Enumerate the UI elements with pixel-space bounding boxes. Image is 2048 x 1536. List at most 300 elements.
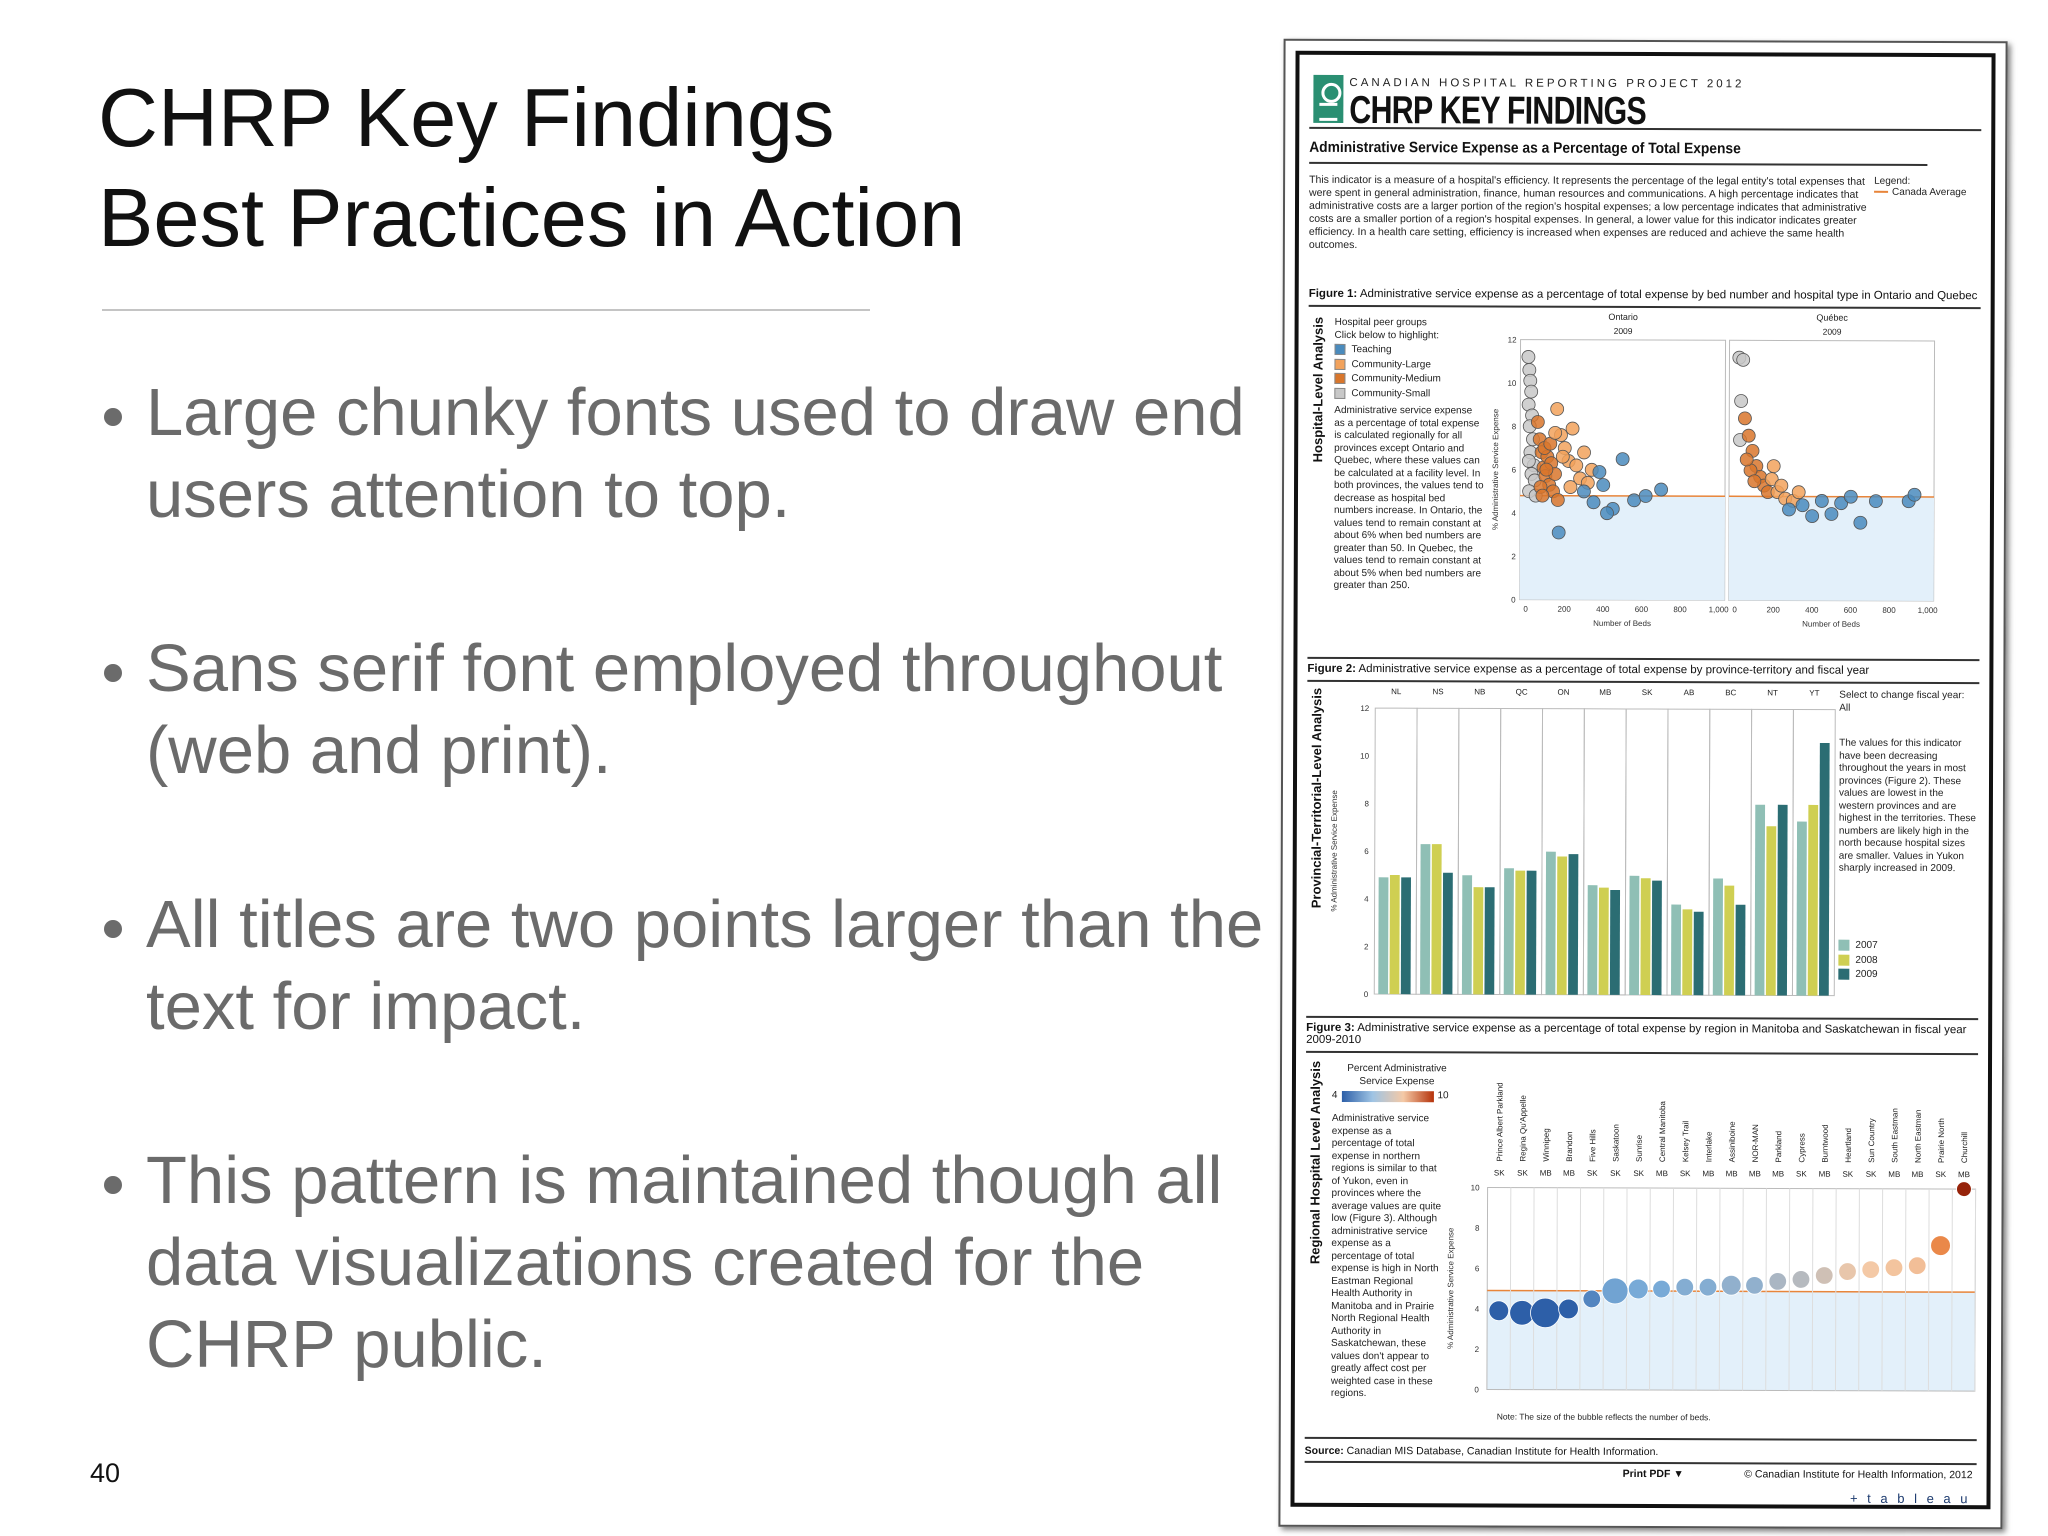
figure-1-svg — [1490, 307, 1981, 639]
figure-1-title: Administrative service expense as a percentage of total expense by bed number and hospital type in Ontario and Quebec — [1359, 288, 1978, 303]
copyright-text: © Canadian Institute for Health Information, 2012 — [1744, 1468, 1973, 1482]
scatter-point — [1551, 403, 1564, 416]
region-bubble — [1559, 1299, 1579, 1319]
category-label: AB — [1683, 688, 1695, 698]
province-label: SK — [1679, 1169, 1691, 1179]
x-tick-label: 400 — [1596, 604, 1610, 614]
y-tick-label: 6 — [1364, 847, 1369, 857]
y-tick-label: 10 — [1507, 378, 1517, 388]
color-scale-title: Percent Administrative Service Expense — [1347, 1062, 1447, 1087]
category-label: MB — [1599, 687, 1612, 697]
region-bubble — [1862, 1261, 1880, 1279]
bar — [1735, 905, 1745, 996]
source-label: Source: — [1304, 1444, 1344, 1457]
scatter-point — [1655, 483, 1668, 496]
province-label: MB — [1772, 1169, 1785, 1179]
bubble-column-divider — [1859, 1189, 1860, 1391]
bar — [1473, 887, 1483, 994]
year-legend-item[interactable] — [1838, 969, 1978, 982]
bar — [1557, 856, 1567, 994]
legend-item-label: Canada Average — [1892, 186, 1967, 199]
page-number: 40 — [90, 1458, 121, 1488]
slide-title-line-1: CHRP Key Findings — [98, 71, 835, 164]
figure-1-plot — [1490, 307, 1981, 639]
bubble-column-divider — [1905, 1189, 1906, 1391]
region-bubble — [1653, 1280, 1671, 1298]
scatter-point — [1564, 481, 1577, 494]
report-screenshot — [1278, 39, 2007, 1530]
x-tick-label: 600 — [1634, 604, 1649, 615]
category-label: QC — [1515, 687, 1528, 697]
fiscal-year-selector-label: Select to change fiscal year: — [1839, 689, 1965, 702]
category-label: ON — [1557, 687, 1570, 697]
category-label: BC — [1725, 688, 1737, 698]
bar — [1431, 844, 1441, 994]
bar — [1629, 876, 1639, 995]
slide-title-line-2: Best Practices in Action — [98, 171, 966, 264]
scatter-point — [1577, 485, 1590, 498]
province-label: SK — [1865, 1169, 1877, 1179]
province-label: SK — [1610, 1168, 1621, 1178]
x-axis-title: Number of Beds — [1593, 618, 1651, 629]
report-legend — [1874, 176, 1966, 198]
scatter-point — [1796, 499, 1809, 512]
y-tick-label: 6 — [1474, 1264, 1480, 1274]
peer-group-item[interactable] — [1334, 373, 1504, 386]
figure-1-side-label: Hospital-Level Analysis — [1310, 316, 1326, 463]
region-bubble — [1676, 1278, 1694, 1296]
bar — [1484, 887, 1494, 994]
region-bubble — [1721, 1275, 1741, 1295]
bar — [1420, 844, 1430, 994]
category-label: SK — [1641, 687, 1653, 698]
y-tick-label: 0 — [1363, 990, 1369, 1000]
scatter-point — [1737, 353, 1750, 366]
year-legend-item[interactable] — [1838, 954, 1978, 967]
region-bubble — [1885, 1259, 1903, 1277]
figure-2-note: The values for this indicator have been decreasing throughout the years in most provinces (Figure 2). These values are lowest in the western provinces and are highest in the territories. These numbers are likely high in the north because hospital sizes are smaller. Values in Yukon sharply increased in 2009. — [1838, 737, 1977, 875]
bar — [1462, 875, 1472, 994]
bullet-text: This pattern is maintained though all data visualizations created for the CHRP public. — [146, 1143, 1223, 1382]
bullet-text: All titles are two points larger than the text for impact. — [146, 887, 1264, 1044]
x-tick-label: 600 — [1843, 605, 1858, 615]
bullet-item — [98, 884, 1264, 1048]
bullet-item — [98, 372, 1245, 536]
figure-3-label: Figure 3: — [1306, 1021, 1355, 1034]
figure-3-side-label: Regional Hospital Level Analysis — [1307, 1060, 1324, 1265]
y-tick-label: 8 — [1364, 799, 1369, 809]
region-bubble — [1530, 1298, 1560, 1328]
figure-3-panel — [1305, 1053, 1978, 1441]
bubble-column-divider — [1696, 1188, 1697, 1390]
color-scale-min: 4 — [1331, 1089, 1338, 1101]
bar — [1682, 909, 1692, 995]
source-text: Canadian MIS Database, Canadian Institute for Health Information. — [1346, 1444, 1659, 1459]
province-label: SK — [1796, 1169, 1807, 1179]
year-swatch-icon — [1838, 954, 1849, 965]
legend-item — [1874, 187, 1966, 198]
region-label: Interlake — [1704, 1131, 1714, 1163]
bubble-column-divider — [1789, 1189, 1790, 1391]
report-footer — [1304, 1463, 1976, 1505]
bar — [1568, 854, 1578, 995]
region-label: Saskatoon — [1611, 1124, 1621, 1162]
region-bubble — [1957, 1182, 1972, 1197]
scatter-point — [1742, 429, 1755, 442]
region-label: Central Manitoba — [1657, 1101, 1668, 1163]
y-tick-label: 0 — [1474, 1385, 1479, 1395]
canada-average-line-icon — [1874, 191, 1888, 193]
scatter-point — [1597, 479, 1610, 492]
scatter-point — [1748, 475, 1761, 488]
year-swatch-icon — [1838, 969, 1849, 980]
peer-group-legend — [1334, 317, 1504, 401]
province-label: SK — [1586, 1168, 1598, 1178]
bar — [1504, 868, 1514, 994]
bubble-column-divider — [1766, 1188, 1767, 1390]
peer-group-title: Hospital peer groups — [1334, 316, 1427, 329]
scatter-point — [1806, 510, 1819, 523]
scatter-point — [1639, 489, 1652, 502]
figure-2-plot — [1328, 682, 1839, 1014]
scatter-point — [1740, 453, 1753, 466]
figure-2-panel — [1306, 682, 1979, 1020]
peer-group-list — [1334, 344, 1504, 401]
peer-group-swatch-icon — [1334, 359, 1345, 370]
bubble-column-divider — [1580, 1188, 1581, 1390]
bar — [1652, 881, 1662, 995]
y-tick-label: 6 — [1511, 465, 1517, 475]
figure-2-label: Figure 2: — [1307, 662, 1356, 675]
province-label: SK — [1493, 1168, 1505, 1178]
print-pdf-button[interactable]: Print PDF ▼ — [1622, 1467, 1684, 1481]
province-label: MB — [1702, 1169, 1715, 1179]
province-label: MB — [1562, 1168, 1575, 1178]
scatter-panel-year: 2009 — [1822, 326, 1842, 337]
figure-2-title: Administrative service expense as a percentage of total expense by province-territory and fiscal year — [1358, 663, 1870, 677]
province-label: MB — [1655, 1169, 1668, 1179]
bullet-dot-icon — [104, 664, 122, 682]
peer-group-item[interactable] — [1334, 359, 1504, 372]
year-legend — [1838, 938, 1978, 982]
figure-2-heading — [1307, 659, 1979, 684]
region-label: North Eastman — [1913, 1109, 1923, 1163]
x-tick-label: 1,000 — [1708, 605, 1729, 615]
scatter-panel-year: 2009 — [1613, 325, 1633, 336]
peer-group-item[interactable] — [1334, 388, 1504, 401]
peer-group-label: Community-Small — [1351, 388, 1431, 400]
province-label: MB — [1818, 1169, 1831, 1179]
region-label: Regina Qu'Appelle — [1518, 1095, 1528, 1162]
scatter-point — [1600, 507, 1613, 520]
scatter-point — [1587, 496, 1600, 509]
bar — [1808, 805, 1818, 996]
intro-block — [1309, 164, 1981, 286]
scatter-point — [1792, 486, 1805, 499]
scatter-point — [1825, 507, 1838, 520]
scatter-point — [1844, 490, 1857, 503]
scatter-panel-title: Ontario — [1608, 311, 1638, 322]
bubble-column-divider — [1812, 1189, 1813, 1391]
below-average-shading — [1520, 496, 1725, 601]
y-tick-label: 8 — [1511, 422, 1517, 432]
x-tick-label: 0 — [1523, 604, 1528, 614]
scatter-point — [1616, 453, 1629, 466]
province-label: SK — [1842, 1169, 1854, 1179]
tableau-logo: + t a b l e a u — [1849, 1490, 1971, 1507]
scatter-point — [1551, 494, 1564, 507]
region-bubble — [1839, 1263, 1857, 1281]
region-label: Prince Albert Parkland — [1495, 1082, 1505, 1162]
y-tick-label: 2 — [1363, 942, 1369, 952]
x-tick-label: 1,000 — [1917, 605, 1938, 616]
report-header — [1309, 55, 1981, 134]
region-label: Assiniboine — [1727, 1121, 1737, 1163]
province-label: SK — [1935, 1170, 1947, 1180]
scatter-point — [1536, 489, 1549, 502]
year-label: 2008 — [1855, 954, 1878, 966]
peer-group-item[interactable] — [1334, 344, 1504, 357]
scatter-point — [1566, 422, 1579, 435]
x-tick-label: 800 — [1882, 605, 1896, 615]
bullet-item — [98, 628, 1223, 792]
region-bubble — [1931, 1236, 1951, 1256]
region-label: Five Hills — [1588, 1129, 1598, 1162]
bar — [1587, 885, 1597, 995]
region-bubble — [1792, 1271, 1810, 1289]
province-label: MB — [1725, 1169, 1738, 1179]
scatter-point — [1738, 412, 1751, 425]
bar — [1546, 852, 1556, 995]
color-scale-bar — [1341, 1091, 1433, 1102]
region-label: Parkland — [1774, 1130, 1784, 1163]
scatter-point — [1593, 465, 1606, 478]
bar — [1796, 822, 1806, 996]
bar — [1610, 890, 1620, 995]
region-label: Churchill — [1960, 1131, 1970, 1164]
scatter-point — [1854, 516, 1867, 529]
figure-3-svg — [1445, 1053, 1981, 1439]
scatter-point — [1570, 459, 1583, 472]
color-scale-bar-row — [1332, 1090, 1462, 1103]
bar — [1640, 878, 1650, 995]
province-label: SK — [1517, 1168, 1528, 1178]
x-tick-label: 400 — [1805, 605, 1819, 615]
figure-2-y-axis-title: % Administrative Service Expense — [1329, 790, 1339, 912]
scatter-point — [1869, 495, 1882, 508]
y-tick-label: 12 — [1507, 335, 1517, 345]
y-tick-label: 4 — [1511, 508, 1516, 518]
year-label: 2007 — [1855, 939, 1878, 951]
scatter-point — [1525, 385, 1538, 398]
bar — [1755, 805, 1765, 996]
scatter-point — [1522, 454, 1535, 467]
category-label: NL — [1391, 687, 1402, 697]
province-label: MB — [1958, 1170, 1971, 1180]
bubble-column-divider — [1650, 1188, 1651, 1390]
bar — [1694, 912, 1704, 995]
bubble-column-divider — [1533, 1188, 1534, 1390]
figure-3-heading — [1306, 1018, 1978, 1055]
figure-1-label: Figure 1: — [1308, 287, 1358, 300]
peer-group-label: Teaching — [1351, 344, 1392, 356]
bubble-column-divider — [1510, 1188, 1511, 1390]
region-label: Winnipeg — [1541, 1128, 1551, 1162]
scatter-point — [1767, 460, 1780, 473]
region-bubble — [1583, 1290, 1601, 1308]
x-tick-label: 0 — [1732, 605, 1737, 615]
bullet-item — [98, 1140, 1223, 1386]
province-label: MB — [1888, 1169, 1901, 1179]
peer-group-swatch-icon — [1334, 344, 1345, 355]
province-label: MB — [1539, 1168, 1552, 1178]
report-kicker: CANADIAN HOSPITAL REPORTING PROJECT 2012 — [1349, 76, 1745, 91]
province-label: MB — [1911, 1169, 1924, 1179]
year-legend-item[interactable] — [1838, 940, 1978, 953]
category-label: NB — [1474, 687, 1486, 697]
bubble-column-divider — [1928, 1189, 1929, 1391]
x-axis-title: Number of Beds — [1802, 619, 1860, 629]
bar — [1390, 875, 1400, 994]
bubble-column-divider — [1952, 1189, 1953, 1391]
scatter-point — [1522, 350, 1535, 363]
y-tick-label: 0 — [1511, 595, 1516, 605]
section-heading: Administrative Service Expense as a Percentage of Total Expense — [1309, 139, 1927, 166]
region-bubble — [1628, 1279, 1648, 1299]
bubble-column-divider — [1882, 1189, 1883, 1391]
region-bubble — [1815, 1267, 1833, 1285]
region-label: Prairie North — [1936, 1118, 1946, 1164]
figure-1-panel — [1307, 307, 1980, 661]
peer-group-label: Community-Large — [1351, 358, 1431, 371]
bullet-dot-icon — [104, 1176, 122, 1194]
bubble-column-divider — [1743, 1188, 1744, 1390]
year-swatch-icon — [1838, 940, 1849, 951]
scatter-point — [1578, 446, 1591, 459]
region-bubble — [1602, 1278, 1628, 1304]
figure-3-y-axis-title: % Administrative Service Expense — [1446, 1227, 1456, 1350]
bar — [1401, 877, 1411, 994]
title-divider — [102, 309, 870, 311]
y-tick-label: 8 — [1474, 1223, 1480, 1233]
scatter-point — [1531, 415, 1544, 428]
peer-group-label: Community-Medium — [1351, 373, 1441, 385]
figure-3-title: Administrative service expense as a percentage of total expense by region in Manitoba and Saskatchewan in fiscal year 2009-2010 — [1306, 1022, 1967, 1047]
region-label: NOR-MAN — [1750, 1124, 1761, 1163]
scatter-point — [1556, 450, 1569, 463]
peer-group-swatch-icon — [1334, 388, 1345, 399]
bar — [1766, 826, 1776, 995]
figure-3-plot — [1445, 1053, 1981, 1439]
bubble-column-divider — [1673, 1188, 1674, 1390]
bar — [1378, 877, 1388, 994]
scatter-point — [1775, 479, 1788, 492]
province-label: SK — [1633, 1168, 1645, 1179]
peer-group-swatch-icon — [1334, 373, 1345, 384]
scatter-point — [1815, 494, 1828, 507]
canada-average-line — [1729, 496, 1934, 497]
bullet-text: Sans serif font employed throughout (web and print). — [146, 631, 1223, 788]
x-tick-label: 200 — [1557, 604, 1571, 614]
bubble-size-note: Note: The size of the bubble reflects the number of beds. — [1496, 1411, 1711, 1423]
y-tick-label: 4 — [1474, 1304, 1480, 1314]
color-scale-legend — [1332, 1063, 1462, 1103]
region-label: Sunrise — [1634, 1134, 1644, 1163]
bar — [1671, 905, 1681, 996]
scatter-point — [1628, 494, 1641, 507]
bubble-column-divider — [1975, 1189, 1976, 1391]
bar — [1515, 871, 1525, 995]
scatter-point — [1782, 503, 1795, 516]
y-tick-label: 2 — [1474, 1345, 1480, 1355]
region-bubble — [1746, 1277, 1764, 1295]
bubble-column-divider — [1835, 1189, 1836, 1391]
bubble-column-divider — [1719, 1188, 1720, 1390]
peer-group-hint: Click below to highlight: — [1334, 329, 1440, 341]
figure-2-side-label: Provincial-Territorial-Level Analysis — [1308, 687, 1325, 909]
region-bubble — [1908, 1257, 1926, 1275]
category-label: NT — [1767, 688, 1778, 698]
fiscal-year-selector[interactable] — [1839, 690, 1979, 715]
y-tick-label: 2 — [1511, 552, 1516, 562]
scatter-panel-title: Québec — [1816, 312, 1848, 323]
scatter-point — [1552, 526, 1565, 539]
scatter-point — [1540, 463, 1553, 476]
x-tick-label: 800 — [1673, 605, 1687, 615]
scatter-point — [1549, 426, 1562, 439]
region-bubble — [1769, 1273, 1787, 1291]
region-bubble — [1699, 1278, 1717, 1296]
region-label: Burntwood — [1820, 1124, 1830, 1163]
bullet-text: Large chunky fonts used to draw end users attention to top. — [146, 375, 1245, 532]
region-label: Brandon — [1565, 1131, 1575, 1162]
figure-1-y-axis-title: % Administrative Service Expense — [1490, 408, 1501, 531]
figure-3-note: Administrative service expense as a percentage of total expense in northern regions is similar to that of Yukon, even in provinces where the average values are quite low (Figure 3). Although administrative service expense as a percentage of total expense is high in North Eastman Regional Health Authority in Manitoba and in Prairie North Regional Health Authority in Saskatchewan, these values don't appear to greatly affect cost per weighted case in these regions. — [1330, 1112, 1442, 1400]
region-label: Sun Country — [1867, 1118, 1877, 1163]
scatter-point — [1908, 488, 1921, 501]
region-label: South Eastman — [1890, 1108, 1900, 1163]
bullet-dot-icon — [104, 408, 122, 426]
category-label: NS — [1432, 687, 1444, 697]
scatter-point — [1735, 394, 1748, 407]
fiscal-year-selector-value[interactable]: All — [1839, 702, 1851, 714]
report-page — [1290, 51, 1995, 1509]
y-tick-label: 10 — [1360, 751, 1370, 761]
region-label: Cypress — [1797, 1133, 1807, 1163]
bar — [1713, 878, 1723, 995]
bubble-column-divider — [1557, 1188, 1558, 1390]
bullet-dot-icon — [104, 920, 122, 938]
y-tick-label: 12 — [1360, 704, 1370, 714]
region-label: Kelsey Trail — [1681, 1120, 1691, 1163]
region-bubble — [1489, 1301, 1509, 1321]
report-source — [1305, 1439, 1977, 1465]
region-label: Heartland — [1843, 1128, 1853, 1163]
intro-text: This indicator is a measure of a hospital's efficiency. It represents the percentage of the legal entity's total expenses that were spent in general administration, finance, human resources and communications. A high percentage indicates that administrative costs are a larger portion of the region's hospital expenses; a low percentage indicates that administrative costs are a smaller portion of a region's hospital expenses. In general, a lower value for this indicator indicates greater efficiency. In a health care setting, efficiency is increased when expenses are reduced and achieve the same health outcomes. — [1308, 173, 1867, 251]
x-tick-label: 200 — [1766, 605, 1780, 615]
bar — [1724, 886, 1734, 996]
bar — [1526, 871, 1536, 995]
color-scale-max: 10 — [1437, 1090, 1449, 1102]
bar — [1819, 743, 1830, 996]
y-tick-label: 10 — [1470, 1183, 1480, 1193]
report-title: CHRP KEY FINDINGS — [1349, 88, 1647, 134]
category-label: YT — [1809, 688, 1820, 698]
province-label: MB — [1748, 1169, 1761, 1179]
bar — [1443, 873, 1453, 995]
figure-2-svg — [1328, 682, 1839, 1014]
bullet-list — [98, 372, 1264, 1386]
